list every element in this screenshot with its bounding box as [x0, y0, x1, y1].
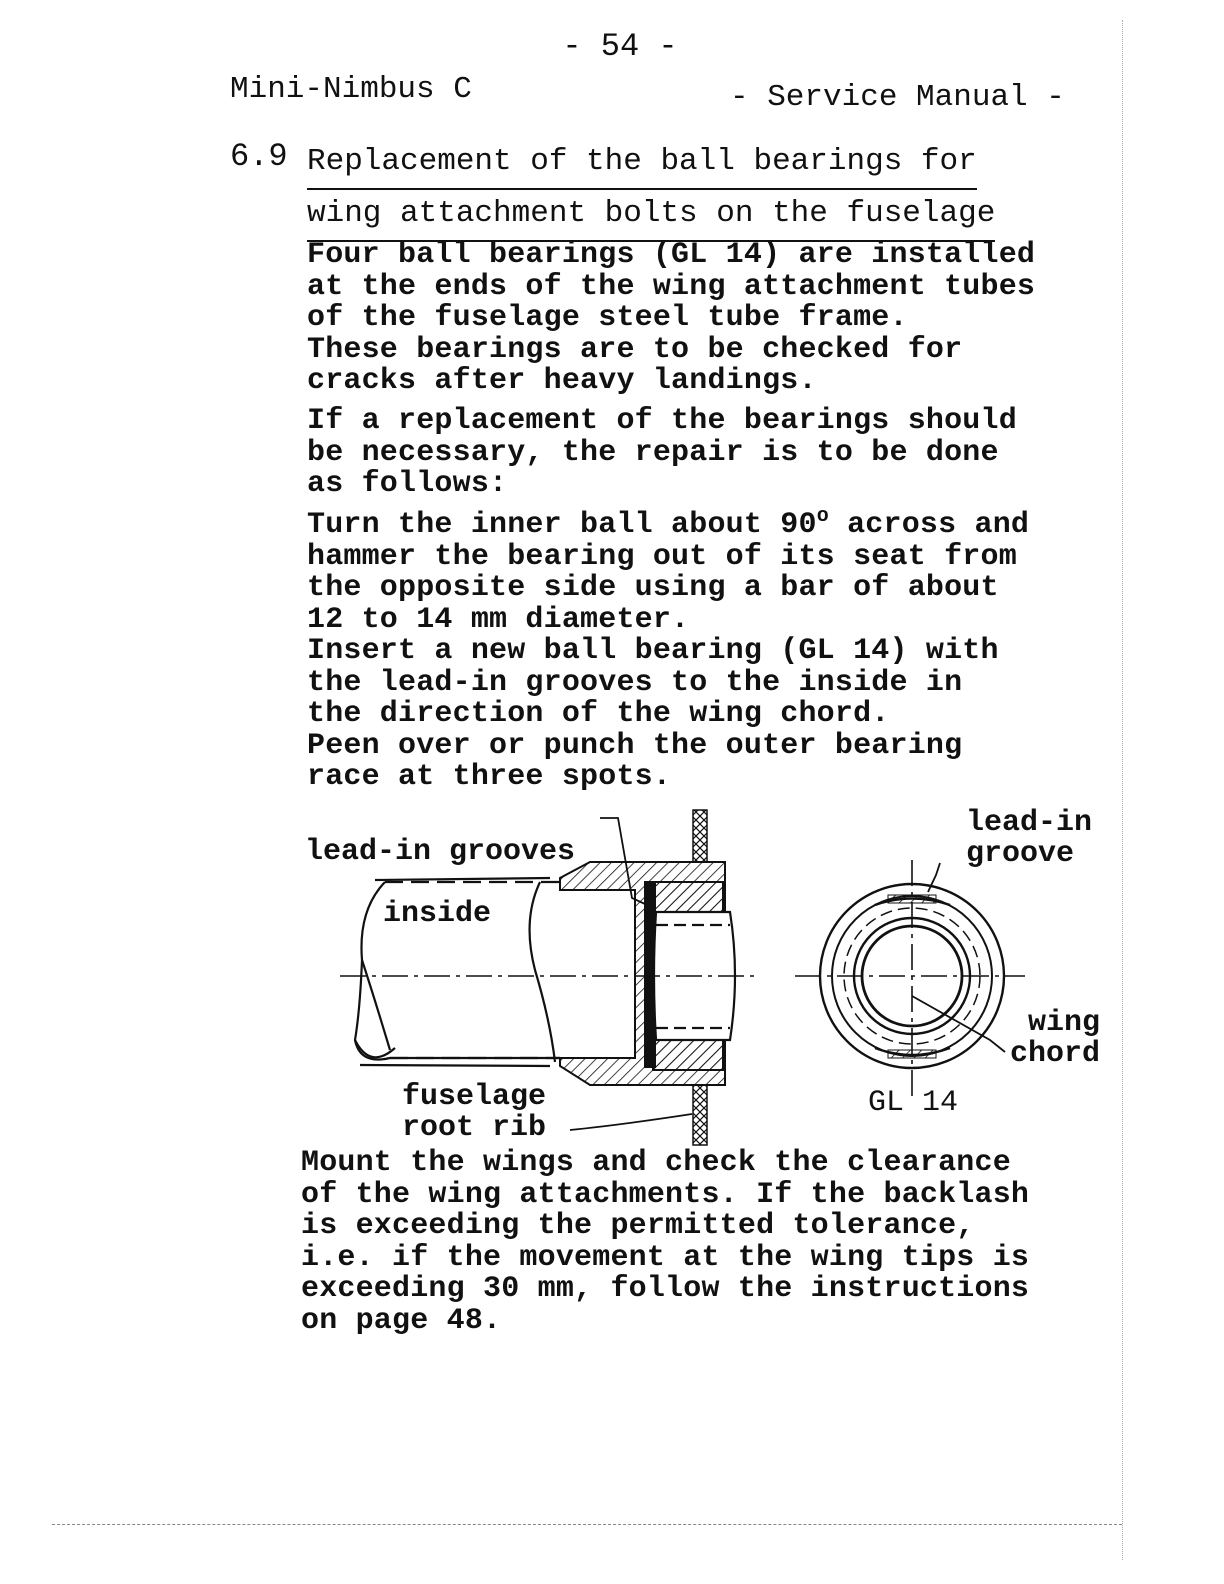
procedure-text-start: Turn the inner ball about 90: [307, 508, 817, 542]
paragraph-bearings-intro: Four ball bearings (GL 14) are installed at the ends of the wing attachment tubes of the fuselage steel tube frame. These bearings are to be checked for cracks after heavy landings.: [307, 238, 1036, 398]
paragraph-mount-wings: Mount the wings and check the clearance of the wing attachments. If the backlash is exceeding the permitted tolerance, i.e. if the movement at the wing tips is exceeding 30 mm, follow the instructions on page 48.: [301, 1146, 1030, 1338]
label-gl14: GL 14: [868, 1086, 959, 1120]
paragraph-replacement-procedure: [307, 505, 1107, 794]
page-number: - 54 -: [562, 28, 678, 65]
label-lead-in-grooves-inside: [305, 806, 575, 930]
section-title-line-2: wing attachment bolts on the fuselage: [307, 190, 995, 242]
degree-superscript: o: [816, 505, 829, 528]
section-number: 6.9: [230, 138, 288, 175]
label-wing-chord: wing chord: [1009, 1006, 1100, 1071]
paragraph-replacement-condition: If a replacement of the bearings should be necessary, the repair is to be done as follows:: [307, 404, 1017, 501]
header-title: Mini-Nimbus C: [230, 72, 472, 107]
section-title: [307, 138, 995, 242]
label-lead-in-groove: lead-in groove: [966, 806, 1093, 871]
scan-edge-bottom: [52, 1524, 1122, 1525]
label-fuselage-root-rib: fuselage root rib: [402, 1080, 547, 1145]
label-grooves-line-2: inside: [383, 897, 492, 931]
header-manual-type: - Service Manual -: [730, 80, 1065, 115]
label-grooves-line-1: lead-in grooves: [305, 835, 576, 869]
scan-edge-right: [1122, 20, 1123, 1560]
section-title-line-1: Replacement of the ball bearings for: [307, 138, 977, 190]
procedure-text-rest: across and hammer the bearing out of its seat from the opposite side using a bar of about 12 to 14 mm diameter. Insert a new ball bearing (GL 14) with the lead-in grooves to the inside in the direction of the wing chord. Peen over or punch the outer bearing race at three spots.: [307, 508, 1030, 794]
